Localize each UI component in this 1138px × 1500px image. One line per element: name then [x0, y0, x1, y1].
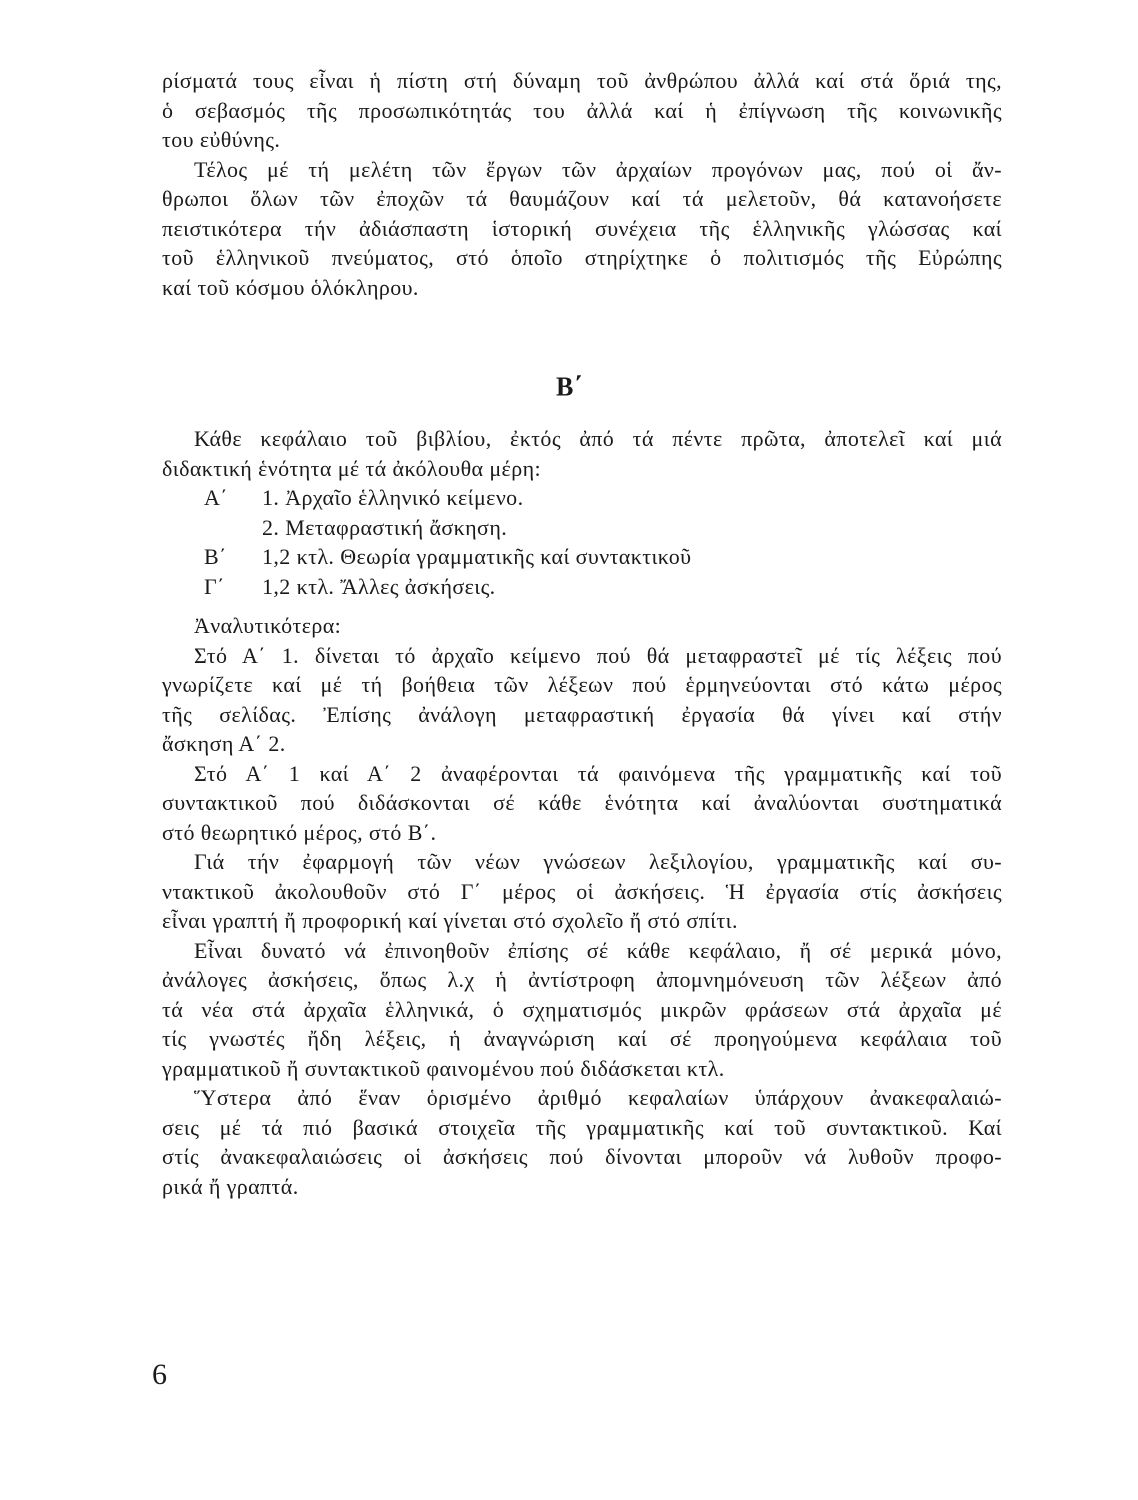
parts-list [162, 483, 1002, 601]
list-item [162, 542, 1002, 572]
paragraph-d [162, 936, 1002, 1084]
text-line: γραμματικοῦ ἤ συντακτικοῦ φαινομένου πού διδάσκεται κτλ. [162, 1055, 725, 1081]
text-line: Ὕστερα ἀπό ἕναν ὁρισμένο ἀριθμό κεφαλαίων ὑπάρχουν ἀνακεφαλαιώ- [194, 1085, 1002, 1110]
text-line: ντακτικοῦ ἀκολουθοῦν στό Γ΄ μέρος οἱ ἀσκήσεις. Ἡ ἐργασία στίς ἀσκήσεις [162, 878, 1002, 904]
text-line: Στό Α΄ 1. δίνεται τό ἀρχαῖο κείμενο πού θά μεταφραστεῖ μέ τίς λέξεις πού [194, 642, 1002, 668]
list-item [162, 513, 1002, 543]
intro-paragraph [162, 424, 1002, 483]
text-line: τοῦ ἑλληνικοῦ πνεύματος, στό ὁποῖο στηρίχτηκε ὁ πολιτισμός τῆς Εὐρώπης [162, 245, 1002, 270]
text-line: στίς ἀνακεφαλαιώσεις οἱ ἀσκήσεις πού δίνονται μποροῦν νά λυθοῦν προφο- [162, 1144, 1002, 1169]
paragraph-2 [162, 155, 1002, 303]
text-line: θρωποι ὅλων τῶν ἐποχῶν τά θαυμάζουν καί τά μελετοῦν, θά κατανοήσετε [162, 186, 1002, 211]
text-line: σεις μέ τά πιό βασικά στοιχεῖα τῆς γραμματικῆς καί τοῦ συντακτικοῦ. Καί [162, 1114, 1002, 1140]
list-text: 1,2 κτλ. Ἄλλες ἀσκήσεις. [262, 573, 496, 599]
text-line: ρικά ἤ γραπτά. [162, 1173, 299, 1199]
text-line: τίς γνωστές ἤδη λέξεις, ἡ ἀναγνώριση καί σέ προηγούμενα κεφάλαια τοῦ [162, 1026, 1002, 1051]
top-section [162, 66, 1002, 302]
text-line: ρίσματά τους εἶναι ἡ πίστη στή δύναμη τοῦ ἀνθρώπου ἀλλά καί στά ὅριά της, [162, 68, 1002, 93]
list-marker: Γ΄ [204, 573, 225, 599]
text-line: τά νέα στά ἀρχαῖα ἑλληνικά, ὁ σχηματισμός μικρῶν φράσεων στά ἀρχαῖα μέ [162, 996, 1002, 1022]
list-item [162, 572, 1002, 602]
paragraph-a [162, 641, 1002, 759]
detail-label: Ἀναλυτικότερα: [194, 613, 342, 638]
text-line: του εὐθύνης. [162, 127, 281, 152]
text-line: ἄσκηση Α΄ 2. [162, 731, 286, 756]
text-line: ἀνάλογες ἀσκήσεις, ὅπως λ.χ ἡ ἀντίστροφη ἀπομνημόνευση τῶν λέξεων ἀπό [162, 967, 1002, 992]
paragraph-e [162, 1083, 1002, 1201]
text-line: διδακτική ἑνότητα μέ τά ἀκόλουθα μέρη: [162, 455, 541, 481]
text-line: Τέλος μέ τή μελέτη τῶν ἔργων τῶν ἀρχαίων προγόνων μας, πού οἱ ἄν- [194, 156, 1002, 182]
list-item [162, 483, 1002, 513]
section-heading: Β΄ [556, 372, 582, 401]
paragraph-c [162, 847, 1002, 936]
text-line: συντακτικοῦ πού διδάσκονται σέ κάθε ἑνότητα καί ἀναλύονται συστηματικά [162, 790, 1002, 815]
text-line: τῆς σελίδας. Ἐπίσης ἀνάλογη μεταφραστική ἐργασία θά γίνει καί στήν [162, 701, 1002, 727]
text-line: πειστικότερα τήν ἀδιάσπαστη ἱστορική συνέχεια τῆς ἑλληνικῆς γλώσσας καί [162, 215, 1002, 241]
text-line: Στό Α΄ 1 καί Α΄ 2 ἀναφέρονται τά φαινόμενα τῆς γραμματικῆς καί τοῦ [194, 760, 1002, 786]
paragraph-1 [162, 66, 1002, 155]
list-marker: Β΄ [204, 544, 227, 569]
list-text: 2. Μεταφραστική ἄσκηση. [262, 514, 508, 540]
text-line: Εἶναι δυνατό νά ἐπινοηθοῦν ἐπίσης σέ κάθε κεφάλαιο, ἤ σέ μερικά μόνο, [194, 937, 1002, 963]
text-line: Κάθε κεφάλαιο τοῦ βιβλίου, ἐκτός ἀπό τά πέντε πρῶτα, ἀποτελεῖ καί μιά [194, 426, 1002, 451]
list-text: 1. Ἀρχαῖο ἑλληνικό κείμενο. [262, 485, 524, 510]
paragraph-b [162, 759, 1002, 848]
list-marker: Α΄ [204, 485, 229, 510]
text-line: στό θεωρητικό μέρος, στό Β΄. [162, 819, 437, 845]
text-line: γνωρίζετε καί μέ τή βοήθεια τῶν λέξεων πού ἑρμηνεύονται στό κάτω μέρος [162, 672, 1002, 697]
list-text: 1,2 κτλ. Θεωρία γραμματικῆς καί συντακτικοῦ [262, 544, 692, 569]
text-line: εἶναι γραπτή ἤ προφορική καί γίνεται στό σχολεῖο ἤ στό σπίτι. [162, 908, 738, 933]
page-number: 6 [152, 1358, 167, 1391]
text-line: Γιά τήν ἐφαρμογή τῶν νέων γνώσεων λεξιλογίου, γραμματικῆς καί συ- [194, 849, 1002, 874]
text-line: καί τοῦ κόσμου ὁλόκληρου. [162, 274, 419, 300]
text-line: ὁ σεβασμός τῆς προσωπικότητάς του ἀλλά καί ἡ ἐπίγνωση τῆς κοινωνικῆς [162, 97, 1002, 123]
section-b [162, 424, 1002, 1201]
